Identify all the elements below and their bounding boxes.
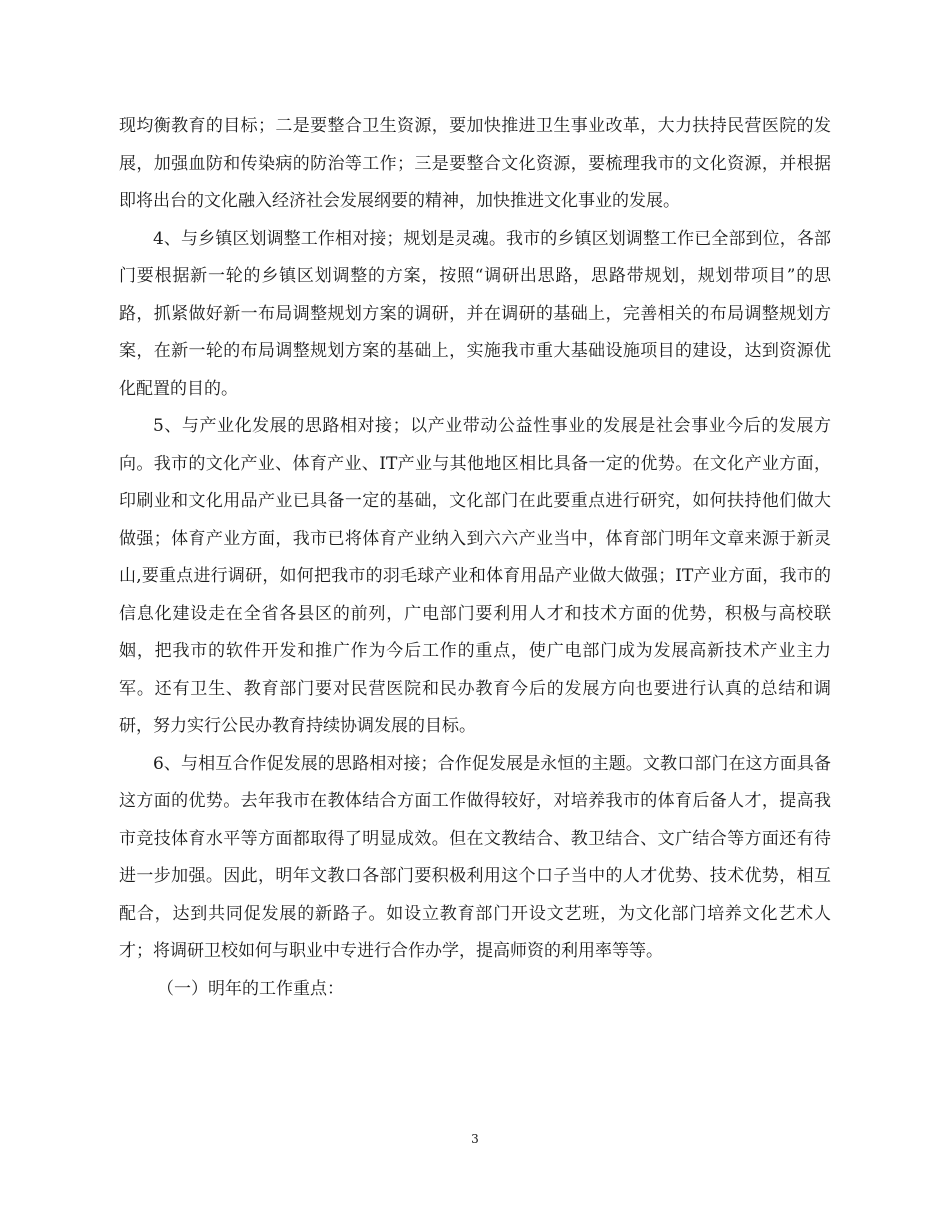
paragraph-continuation: 现均衡教育的目标；二是要整合卫生资源，要加快推进卫生事业改革，大力扶持民营医院的发展，加强血防和传染病的防治等工作；三是要整合文化资源，要梳理我市的文化资源，并根据即将出台的文化融入经济社会发展纲要的精神，加快推进文化事业的发展。	[119, 116, 831, 211]
section-heading: （一）明年的工作重点：	[157, 978, 344, 999]
document-body	[119, 108, 831, 1008]
paragraph-item-5: 5、与产业化发展的思路相对接；以产业带动公益性事业的发展是社会事业今后的发展方向。我市的文化产业、体育产业、IT产业与其他地区相比具备一定的优势。在文化产业方面，印刷业和文化用品产业已具备一定的基础，文化部门在此要重点进行研究，如何扶持他们做大做强；体育产业方面，我市已将体育产业纳入到六六产业当中，体育部门明年文章来源于新灵山,要重点进行调研，如何把我市的羽毛球产业和体育用品产业做大做强；IT产业方面，我市的信息化建设走在全省各县区的前列，广电部门要利用人才和技术方面的优势，积极与高校联姻，把我市的软件开发和推广作为今后工作的重点，使广电部门成为发展高新技术产业主力军。还有卫生、教育部门要对民营医院和民办教育今后的发展方向也要进行认真的总结和调研，努力实行公民办教育持续协调发展的目标。	[119, 416, 831, 736]
paragraph-item-6: 6、与相互合作促发展的思路相对接；合作促发展是永恒的主题。文教口部门在这方面具备这方面的优势。去年我市在教体结合方面工作做得较好，对培养我市的体育后备人才，提高我市竞技体育水平等方面都取得了明显成效。但在文教结合、教卫结合、文广结合等方面还有待进一步加强。因此，明年文教口各部门要积极利用这个口子当中的人才优势、技术优势，相互配合，达到共同促发展的新路子。如设立教育部门开设文艺班，为文化部门培养文化艺术人才；将调研卫校如何与职业中专进行合作办学，提高师资的利用率等等。	[119, 753, 831, 961]
page-number: 3	[471, 1132, 479, 1146]
paragraph-item-4: 4、与乡镇区划调整工作相对接；规划是灵魂。我市的乡镇区划调整工作已全部到位，各部门要根据新一轮的乡镇区划调整的方案，按照“调研出思路，思路带规划，规划带项目”的思路，抓紧做好新一布局调整规划方案的调研，并在调研的基础上，完善相关的布局调整规划方案，在新一轮的布局调整规划方案的基础上，实施我市重大基础设施项目的建设，达到资源优化配置的目的。	[119, 228, 831, 399]
